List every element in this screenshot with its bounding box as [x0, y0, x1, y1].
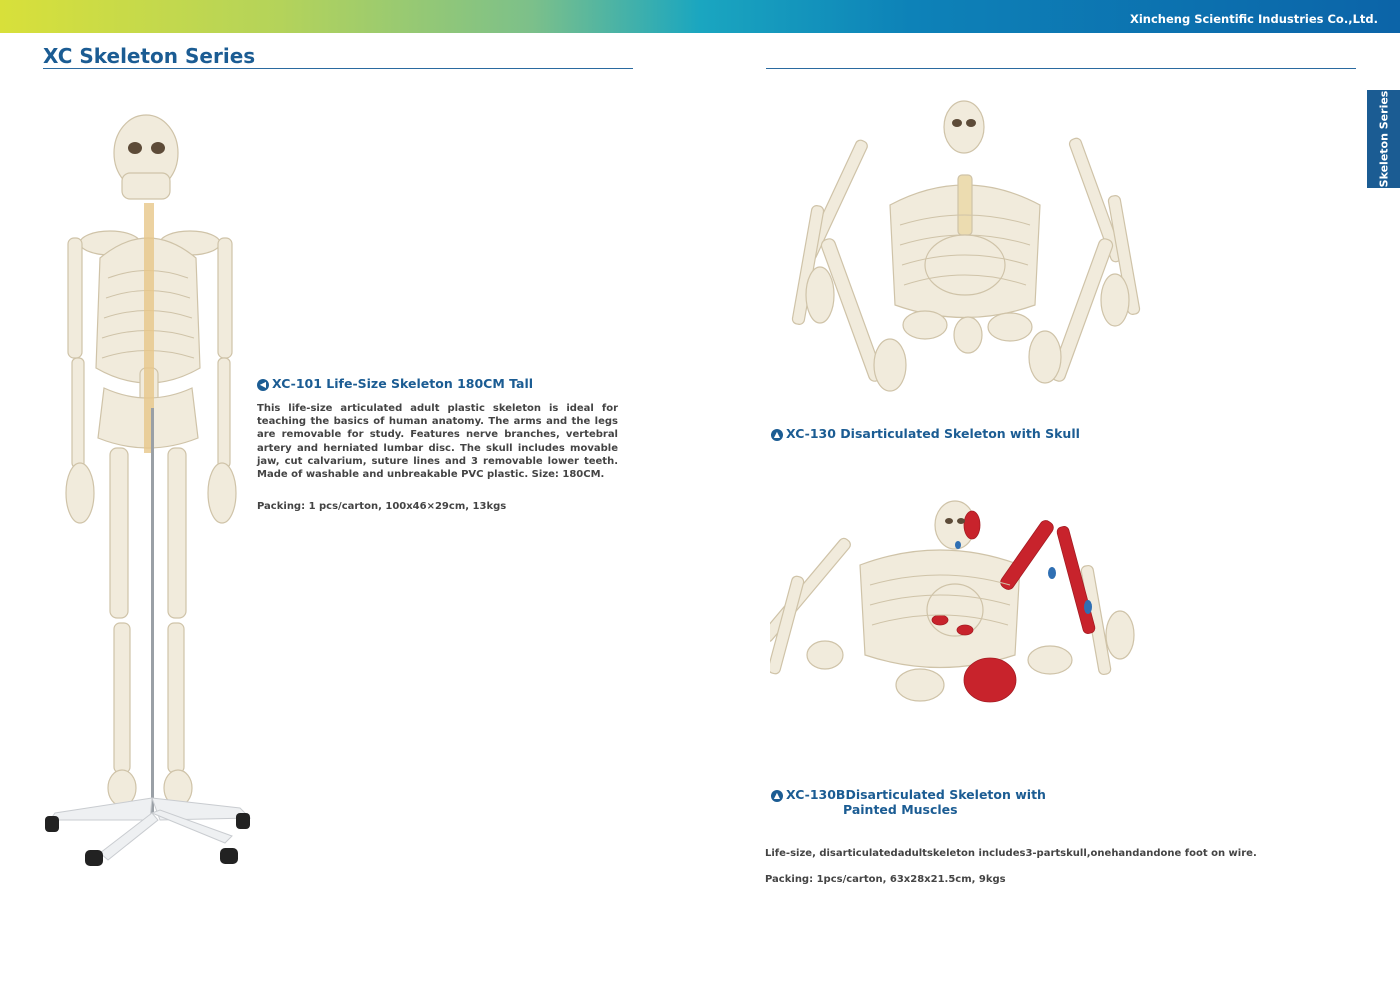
xc130-title-text: XC-130 Disarticulated Skeleton with Skull [786, 426, 1080, 441]
title-underline-right [766, 68, 1356, 69]
title-underline-left [43, 68, 633, 69]
xc130-skeleton-image [790, 95, 1150, 405]
xc101-skeleton-image [40, 108, 262, 873]
arrow-up-circle-icon: ▲ [771, 429, 783, 441]
xc101-title-text: XC-101 Life-Size Skeleton 180CM Tall [272, 376, 534, 391]
xc130-title [771, 426, 1080, 441]
header-gradient-bar [0, 0, 1400, 33]
side-tab-label: Skeleton Series [1377, 90, 1390, 188]
xc130b-packing: Packing: 1pcs/carton, 63x28x21.5cm, 9kgs [765, 874, 1006, 885]
xc130b-title [771, 787, 1046, 817]
side-section-tab [1367, 90, 1400, 188]
xc130b-description: Life-size, disarticulatedadultskeleton includes3-partskull,onehandandone foot on wire. [765, 848, 1257, 859]
xc101-title [257, 376, 533, 391]
arrow-up-circle-icon: ▲ [771, 790, 783, 802]
xc130b-title-line2: Painted Muscles [843, 802, 958, 817]
company-name: Xincheng Scientific Industries Co.,Ltd. [1129, 12, 1378, 26]
xc101-packing: Packing: 1 pcs/carton, 100x46×29cm, 13kgs [257, 501, 507, 512]
page-title: XC Skeleton Series [43, 44, 256, 68]
arrow-left-circle-icon: ◀ [257, 379, 269, 391]
xc130b-title-line1: XC-130BDisarticulated Skeleton with [786, 787, 1046, 802]
xc101-description: This life-size articulated adult plastic skeleton is ideal for teaching the basics of human anatomy. The arms and the legs are removable for study. Features nerve branches, vertebral artery and herniated lumbar disc. The skull includes movable jaw, cut calvarium, suture lines and 3 removable lower teeth. Made of washable and unbreakable PVC plastic. Size: 180CM. [257, 403, 618, 481]
xc130b-skeleton-image [770, 495, 1150, 725]
